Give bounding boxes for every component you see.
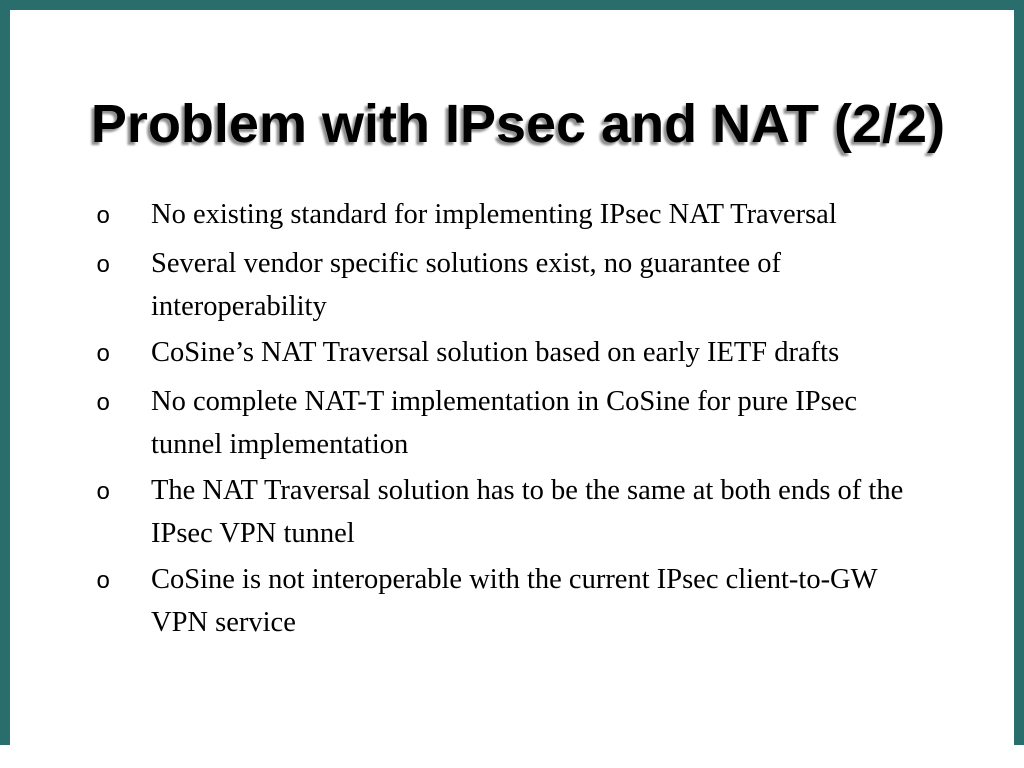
bullet-line: No complete NAT-T implementation in CoSine for pure IPsec (151, 386, 858, 417)
slide-title: Problem with IPsec and NAT (2/2) (90, 94, 946, 154)
bullet-line: tunnel implementation (151, 429, 409, 460)
bullet-marker: o (96, 391, 111, 418)
bullet-marker: o (96, 480, 111, 507)
bullet-text (151, 380, 857, 466)
bullet-line: The NAT Traversal solution has to be the same at both ends of the (151, 475, 904, 506)
bullet-item (96, 380, 976, 466)
bullet-list (96, 193, 976, 647)
bullet-line: interoperability (151, 291, 327, 322)
bullet-text (151, 242, 781, 328)
bullet-text (151, 331, 839, 374)
bullet-marker: o (96, 342, 111, 369)
bullet-line: CoSine’s NAT Traversal solution based on early IETF drafts (151, 337, 840, 368)
bullet-line: IPsec VPN tunnel (151, 518, 355, 549)
bullet-marker: o (96, 204, 111, 231)
frame-top-bar (0, 0, 1024, 10)
bullet-marker: o (96, 253, 111, 280)
bullet-line: VPN service (151, 607, 296, 638)
bullet-line: Several vendor specific solutions exist, no guarantee of (151, 248, 781, 279)
bullet-text (151, 193, 837, 236)
bullet-item (96, 242, 976, 328)
bullet-text (151, 469, 903, 555)
bullet-line: CoSine is not interoperable with the current IPsec client-to-GW (151, 564, 878, 595)
bullet-text (151, 558, 878, 644)
bullet-item (96, 193, 976, 239)
bullet-item (96, 331, 976, 377)
bullet-item (96, 558, 976, 644)
bullet-marker: o (96, 569, 111, 596)
frame-left-bar (0, 10, 10, 745)
bullet-item (96, 469, 976, 555)
bullet-line: No existing standard for implementing IPsec NAT Traversal (151, 199, 837, 230)
